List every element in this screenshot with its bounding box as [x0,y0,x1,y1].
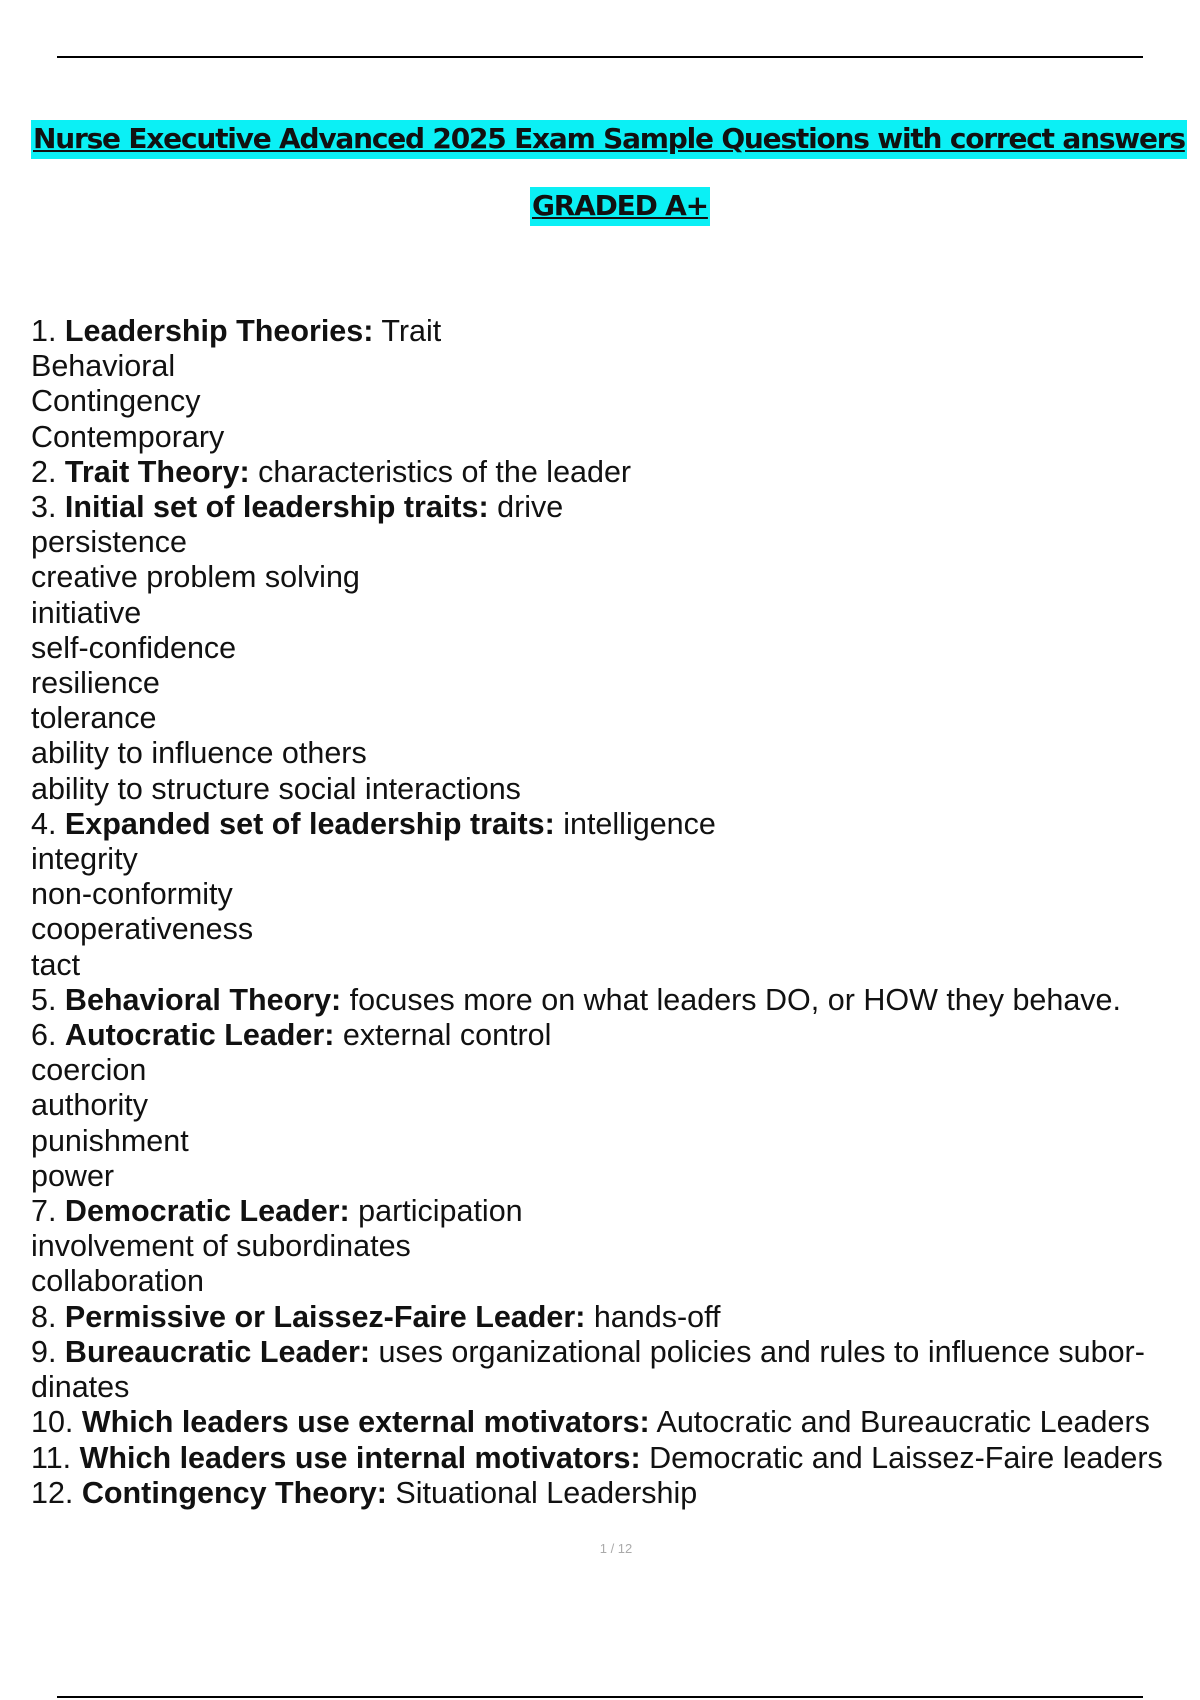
item-term: Leadership Theories: [64,314,374,348]
item-definition: external control [334,1018,552,1053]
item-definition: creative problem solving [31,560,360,595]
page-number: 1 / 12 [599,1541,633,1556]
list-item [31,1088,1196,1123]
item-number: 2. [31,454,65,489]
bottom-rule [57,1696,1143,1698]
item-definition: involvement of subordinates [31,1229,411,1264]
item-definition: resilience [31,666,160,701]
item-number: 9. [31,1334,65,1369]
list-item [31,1441,1196,1476]
item-number: 1. [31,314,65,348]
item-definition: dinates [31,1370,130,1405]
document-title: Nurse Executive Advanced 2025 Exam Sample Questions with correct answers [31,120,1187,159]
list-item [31,1405,1196,1440]
item-term: Which leaders use external motivators: [81,1405,650,1440]
item-term: Trait Theory: [64,454,250,489]
item-definition: Autocratic and Bureaucratic Leaders [649,1405,1150,1440]
item-definition: ability to influence others [31,736,367,771]
item-definition: self-confidence [31,630,237,665]
list-item [31,420,1196,455]
item-term: Democratic Leader: [64,1194,350,1229]
item-definition: punishment [31,1123,189,1158]
item-number: 7. [31,1194,65,1229]
item-term: Behavioral Theory: [64,982,342,1017]
list-item [31,596,1196,631]
top-rule [57,56,1143,58]
list-item [31,1370,1196,1405]
item-term: Contingency Theory: [81,1475,387,1510]
list-item [31,666,1196,701]
list-item [31,948,1196,983]
item-definition: intelligence [554,806,716,841]
list-item [31,1300,1196,1335]
list-item [31,983,1196,1018]
item-definition: persistence [31,525,187,560]
list-item [31,877,1196,912]
item-number: 8. [31,1299,65,1334]
item-definition: integrity [31,842,138,877]
item-term: Autocratic Leader: [64,1018,335,1053]
item-definition: power [31,1158,115,1193]
item-term: Initial set of leadership traits: [64,490,489,525]
list-item [31,736,1196,771]
list-item [31,1476,1196,1511]
item-definition: Situational Leadership [386,1475,698,1510]
list-item [31,701,1196,736]
document-subtitle: GRADED A+ [530,187,710,226]
item-definition: drive [488,490,564,525]
item-definition: Contemporary [31,419,225,454]
item-number: 10. [31,1405,82,1440]
item-definition: cooperativeness [31,912,254,947]
list-item [31,1124,1196,1159]
list-item [31,1335,1196,1370]
item-term: Expanded set of leadership traits: [64,806,555,841]
item-term: Which leaders use internal motivators: [79,1440,641,1475]
list-item [31,631,1196,666]
item-definition: participation [349,1194,523,1229]
list-item [31,772,1196,807]
item-definition: Contingency [31,384,201,419]
item-definition: focuses more on what leaders DO, or HOW they behave. [341,982,1121,1017]
list-item [31,384,1196,419]
list-item [31,1264,1196,1299]
list-item [31,912,1196,947]
item-term: Bureaucratic Leader: [64,1334,371,1369]
list-item [31,490,1196,525]
item-definition: initiative [31,595,142,630]
list-item [31,314,1196,349]
list-item [31,455,1196,490]
list-item [31,1159,1196,1194]
item-definition: tolerance [31,701,157,736]
item-definition: characteristics of the leader [249,454,632,489]
list-item [31,560,1196,595]
item-definition: authority [31,1088,148,1123]
item-number: 5. [31,982,65,1017]
list-item [31,1018,1196,1053]
flashcard-list [31,314,1196,1511]
item-number: 12. [31,1475,82,1510]
item-definition: ability to structure social interactions [31,771,521,806]
item-number: 4. [31,806,65,841]
list-item [31,1053,1196,1088]
item-definition: Democratic and Laissez-Faire leaders [640,1440,1163,1475]
item-definition: collaboration [31,1264,204,1299]
item-term: Permissive or Laissez-Faire Leader: [64,1299,586,1334]
item-definition: hands-off [585,1299,721,1334]
item-definition: coercion [31,1053,147,1088]
item-definition: Trait [373,314,442,348]
item-definition: uses organizational policies and rules to influence subor- [370,1334,1145,1369]
item-definition: non-conformity [31,877,233,912]
list-item [31,525,1196,560]
item-number: 11. [31,1440,80,1475]
item-number: 3. [31,490,65,525]
item-number: 6. [31,1018,65,1053]
item-definition: Behavioral [31,349,176,384]
list-item [31,807,1196,842]
list-item [31,349,1196,384]
list-item [31,1229,1196,1264]
list-item [31,1194,1196,1229]
list-item [31,842,1196,877]
item-definition: tact [31,947,81,982]
